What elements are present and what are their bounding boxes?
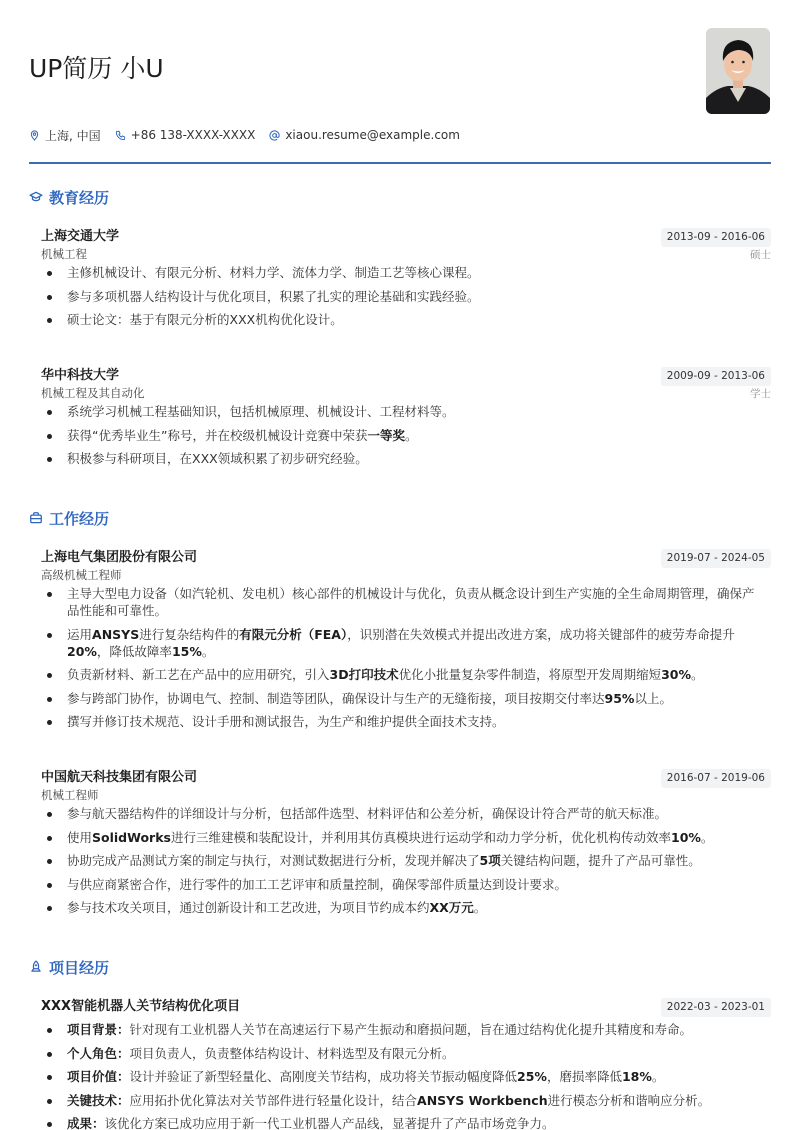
- bullet-item: 参与多项机器人结构设计与优化项目，积累了扎实的理论基础和实践经验。: [41, 288, 771, 305]
- resume-header: [29, 0, 771, 120]
- header-divider: [29, 162, 771, 164]
- section-title-text: 工作经历: [49, 509, 110, 528]
- email-text: xiaou.resume@example.com: [285, 128, 460, 142]
- bullet-item: 撰写并修订技术规范、设计手册和测试报告，为生产和维护提供全面技术支持。: [41, 713, 771, 730]
- work-entry: [41, 549, 771, 737]
- job-role: 高级机械工程师: [41, 568, 122, 582]
- contact-bar: [29, 127, 474, 143]
- major: 机械工程及其自动化: [41, 386, 145, 400]
- bullet-item: 系统学习机械工程基础知识，包括机械原理、机械设计、工程材料等。: [41, 403, 771, 420]
- bullet-item: 关键技术：应用拓扑优化算法对关节部件进行轻量化设计，结合ANSYS Workbench进行模态分析和谐响应分析。: [41, 1092, 771, 1109]
- education-entry: [41, 228, 771, 335]
- date-badge: 2022-03 - 2023-01: [661, 998, 771, 1017]
- bullet-item: 主导大型电力设备（如汽轮机、发电机）核心部件的机械设计与优化，负责从概念设计到生产实施的全生命周期管理，确保产品性能和可靠性。: [41, 585, 771, 619]
- bullet-text: 获得“优秀毕业生”称号，并在校级机械设计竞赛中荣获: [67, 427, 368, 443]
- date-badge: 2013-09 - 2016-06: [661, 228, 771, 247]
- date-badge: 2019-07 - 2024-05: [661, 549, 771, 568]
- bullet-item: 参与技术攻关项目，通过创新设计和工艺改进，为项目节约成本约XX万元。: [41, 899, 771, 916]
- bullet-item: 与供应商紧密合作，进行零件的加工工艺评审和质量控制，确保零部件质量达到设计要求。: [41, 876, 771, 893]
- section-title-projects: [29, 957, 109, 977]
- degree: 硕士: [750, 249, 771, 261]
- degree: 学士: [750, 388, 771, 400]
- phone-text: +86 138-XXXX-XXXX: [130, 128, 256, 142]
- bullet-list: [41, 1021, 771, 1130]
- candidate-name: UP简历 小U: [29, 54, 164, 83]
- location-text: 上海, 中国: [45, 128, 101, 143]
- contact-location: [29, 127, 101, 144]
- section-title-work: [29, 508, 109, 528]
- phone-icon: [115, 130, 126, 141]
- major: 机械工程: [41, 247, 87, 261]
- avatar-illustration: [706, 28, 770, 114]
- bullet-list: [41, 585, 771, 730]
- section-title-education: [29, 187, 109, 207]
- job-role: 机械工程师: [41, 788, 99, 802]
- at-sign-icon: [269, 130, 280, 141]
- bullet-item: 运用ANSYS进行复杂结构件的有限元分析（FEA），识别潜在失效模式并提出改进方案，成功将关键部件的疲劳寿命提升20%，降低故障率15%。: [41, 626, 771, 660]
- bullet-item: 项目价值：设计并验证了新型轻量化、高刚度关节结构，成功将关节振动幅度降低25%，磨损率降低18%。: [41, 1068, 771, 1085]
- date-badge: 2009-09 - 2013-06: [661, 367, 771, 386]
- date-badge: 2016-07 - 2019-06: [661, 769, 771, 788]
- bullet-emphasis: 一等奖: [367, 427, 405, 443]
- bullet-item: 主修机械设计、有限元分析、材料力学、流体力学、制造工艺等核心课程。: [41, 264, 771, 281]
- company-name: 中国航天科技集团有限公司: [41, 770, 198, 785]
- bullet-item: 硕士论文：基于有限元分析的XXX机构优化设计。: [41, 311, 771, 328]
- contact-phone[interactable]: [115, 128, 256, 142]
- school-name: 上海交通大学: [41, 229, 120, 244]
- work-entry: [41, 769, 771, 923]
- graduation-cap-icon: [29, 190, 43, 204]
- school-name: 华中科技大学: [41, 368, 120, 383]
- bullet-list: [41, 805, 771, 916]
- profile-photo: [706, 28, 770, 114]
- company-name: 上海电气集团股份有限公司: [41, 550, 198, 565]
- section-title-text: 项目经历: [49, 958, 110, 977]
- map-pin-icon: [29, 130, 40, 141]
- project-name: XXX智能机器人关节结构优化项目: [41, 999, 241, 1014]
- bullet-item: 个人角色：项目负责人，负责整体结构设计、材料选型及有限元分析。: [41, 1045, 771, 1062]
- contact-email[interactable]: [269, 128, 460, 142]
- resume-page: [29, 0, 771, 1130]
- bullet-list: [41, 264, 771, 328]
- bullet-item: 协助完成产品测试方案的制定与执行，对测试数据进行分析，发现并解决了5项关键结构问题，提升了产品可靠性。: [41, 852, 771, 869]
- education-entry: [41, 367, 771, 474]
- bullet-text: 。: [404, 427, 418, 443]
- section-title-text: 教育经历: [49, 188, 110, 207]
- bullet-item: 参与航天器结构件的详细设计与分析，包括部件选型、材料评估和公差分析，确保设计符合严苛的航天标准。: [41, 805, 771, 822]
- bullet-item: 积极参与科研项目，在XXX领域积累了初步研究经验。: [41, 450, 771, 467]
- rocket-icon: [29, 960, 43, 974]
- bullet-item: 参与跨部门协作，协调电气、控制、制造等团队，确保设计与生产的无缝衔接，项目按期交付率达95%以上。: [41, 690, 771, 707]
- bullet-list: [41, 403, 771, 467]
- bullet-item: 成果：该优化方案已成功应用于新一代工业机器人产品线，显著提升了产品市场竞争力。: [41, 1115, 771, 1130]
- bullet-item: 使用SolidWorks进行三维建模和装配设计，并利用其仿真模块进行运动学和动力学分析，优化机构传动效率10%。: [41, 829, 771, 846]
- bullet-item: [41, 427, 771, 444]
- briefcase-icon: [29, 511, 43, 525]
- bullet-item: 项目背景：针对现有工业机器人关节在高速运行下易产生振动和磨损问题，旨在通过结构优化提升其精度和寿命。: [41, 1021, 771, 1038]
- bullet-item: 负责新材料、新工艺在产品中的应用研究，引入3D打印技术优化小批量复杂零件制造，将原型开发周期缩短30%。: [41, 666, 771, 683]
- project-entry: [41, 998, 771, 1130]
